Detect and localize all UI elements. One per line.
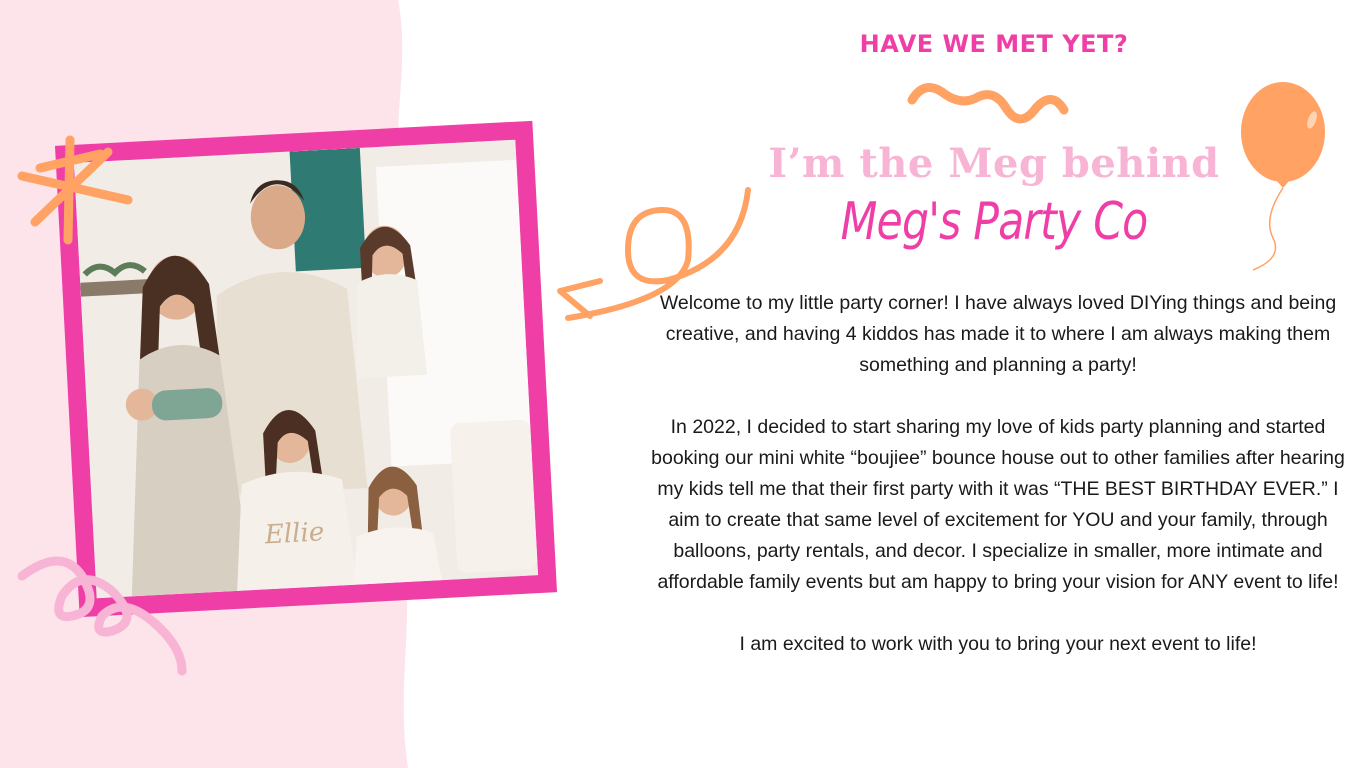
photo-frame [55,121,557,617]
family-photo [74,140,538,599]
sweater-text: Ellie [263,517,326,551]
eyebrow-title: HAVE WE MET YET? [859,30,1129,58]
intro-paragraph-1: Welcome to my little party corner! I have always loved DIYing things and being creative, and having 4 kiddos has made it to where I am always making them something and planning a party! [659,292,1337,376]
intro-paragraph-2: In 2022, I decided to start sharing my love of kids party planning and started booking our mini white “boujiee” bounce house out to other families after hearing my kids tell me that their first party with it was “THE BEST BIRTHDAY EVER.” I aim to create that same level of excitement for YOU and your family, through balloons, party rentals, and decor. I specialize in smaller, more intimate and affordable family events but am happy to bring your vision for ANY event to life! [651,416,1345,593]
heading-line-script: Meg's Party Co [840,192,1148,252]
heading-line-serif: I’m the Meg behind [768,140,1220,187]
intro-paragraph-3: I am excited to work with you to bring your next event to life! [739,633,1257,655]
intro-text [648,288,1348,691]
